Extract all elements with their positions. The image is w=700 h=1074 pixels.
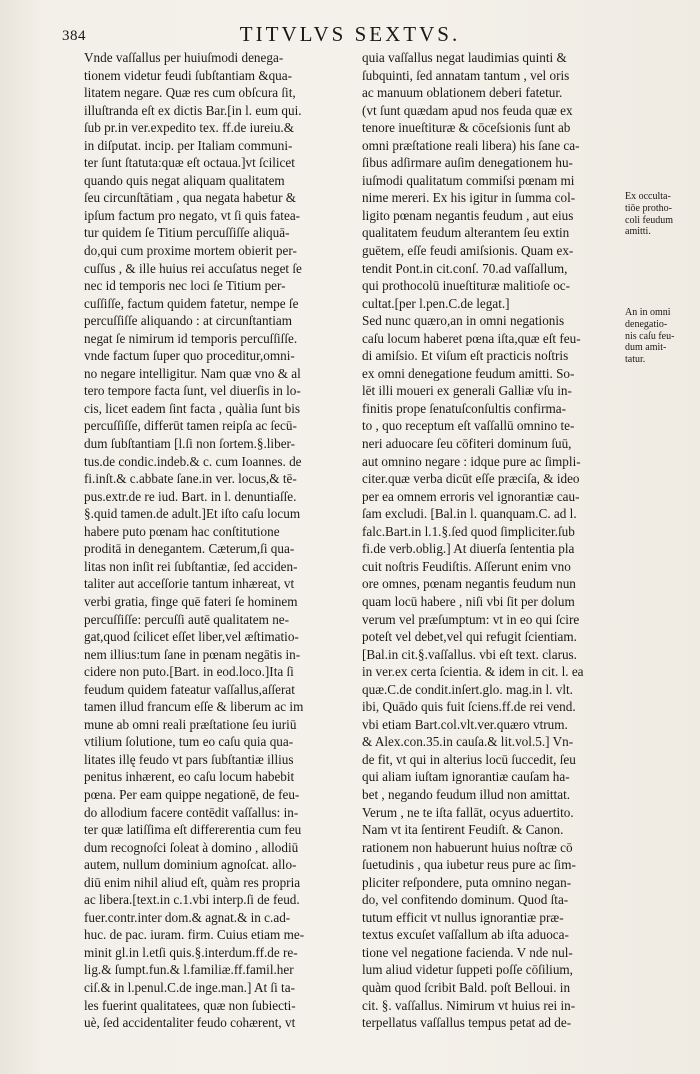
text-line: ciſ.& in l.penul.C.de inge.man.] At ſi ta-	[84, 979, 295, 995]
text-line: percuſſiſſe: percuſſi autē qualitatem ne-	[84, 611, 290, 627]
text-line: per ea omnem erroris vel ignorantiæ cau-	[362, 488, 580, 504]
marginal-note-line: denegatio-	[625, 318, 668, 330]
text-line: ſibus adſirmare auſim denegationem hu-	[362, 155, 573, 171]
text-line: tero tempore facta ſunt, vel diuerſis in lo-	[84, 383, 301, 399]
text-line: huc. de pac. iuram. firm. Cuius etiam me-	[84, 927, 305, 943]
text-line: falc.Bart.in l.1.§.ſed quod ſimpliciter.ſub	[362, 523, 575, 539]
text-line: dum ſubſtantiam [l.ſi non ſortem.§.liber-	[84, 436, 296, 452]
text-line: pœna. Per eam quippe negationē, de feu-	[84, 786, 300, 802]
text-line: guētem, eſſe feudi amiſsionis. Quam ex-	[362, 243, 574, 259]
text-line: ſam excludi. [Bal.in l. quanquam.C. ad l.	[362, 506, 577, 522]
text-line: quàm quod ſcribit Bald. poſt Belloui. in	[362, 979, 571, 995]
text-line: do allodium facere contēdit vaſſallus: in-	[84, 804, 299, 820]
text-line: taliter aut acceſſorie tantum inhæreat, vt	[84, 576, 295, 592]
text-line: Sed nunc quæro,an in omni negationis	[362, 313, 565, 329]
marginal-note-line: nis caſu feu-	[625, 330, 675, 342]
marginal-note-an-in-omni	[625, 307, 697, 366]
text-line: qui prothocolū inueſtituræ malitioſe oc-	[362, 278, 571, 294]
marginal-note-line: An in omni	[625, 307, 671, 318]
text-line: litatem negare. Quæ res cum obſcura ſit,	[84, 85, 296, 101]
text-line: cuſſiſſe, factum quidem fatetur, nempe ſe	[84, 295, 299, 311]
text-line: (vt ſunt quædam apud nos feuda quæ ex	[362, 102, 573, 118]
text-line: cis, licet eadem ſint facta , quàlia ſunt bis	[84, 400, 301, 416]
text-line: dum recognoſci ſoleat à domino , allodiū	[84, 839, 299, 855]
text-line: gat,quod ſcilicet eſſet liber,vel æſtimatio-	[84, 629, 299, 645]
text-line: percuſſiſſe aliquando : at circunſtantiam	[84, 313, 292, 329]
marginal-note-line: amitti.	[625, 226, 651, 238]
text-line: autem, nullum dominium agnoſcat. allo-	[84, 857, 297, 873]
text-line: ter quæ latiſſima eſt differerentia cum feu	[84, 822, 302, 838]
text-line: tenore inueſtituræ & cōceſsionis ſunt ab	[362, 120, 571, 136]
text-line: minit gl.in l.etſi quis.§.interdum.ff.de re-	[84, 944, 298, 960]
text-line: Vnde vaſſallus per huiuſmodi denega-	[84, 50, 284, 65]
text-line: mune ab omni reali præſtatione ſeu iuriū	[84, 716, 297, 732]
text-line: proditā in denegantem. Cæterum,ſi qua-	[84, 541, 295, 557]
text-line: tendit Pont.in cit.conſ. 70.ad vaſſallum,	[362, 260, 568, 276]
text-line: in ver.ex certa ſcientia. & idem in cit. l. ea	[362, 664, 584, 680]
text-line: do,qui cum proxime mortem obierit per-	[84, 243, 297, 259]
text-line: uè, ſed accidentaliter feudo cohærent, vt	[84, 1015, 296, 1031]
text-line: ſuetudinis , qua iubetur reus pure ac ſim-	[362, 857, 576, 873]
text-line: quando quis negat aliquam qualitatem	[84, 172, 285, 188]
text-line: tur quidem ſe Titium percuſſiſſe aliquā-	[84, 225, 290, 241]
text-line: negat ſe nimirum id temporis percuſſiſſe.	[84, 330, 298, 346]
marginal-note-line: coli feudum	[625, 214, 674, 226]
text-line: ibi, Quādo quis fuit ſciens.ff.de rei vend.	[362, 699, 576, 715]
text-line: §.quid tamen.de adult.]Et iſto caſu locum	[84, 506, 301, 522]
text-line: ſeu circunſtātiam , qua negata habetur &	[84, 190, 297, 206]
text-line: omni præſtatione reali libera) his ſane ca-	[362, 137, 580, 153]
text-line: feudum quidem fateatur vaſſallus,aſſerat	[84, 681, 295, 697]
text-line: vbi etiam Bart.col.vlt.ver.quæro vtrum.	[362, 716, 568, 732]
text-line: pus.extr.de re iud. Bart. in l. denuntiaſſe.	[84, 488, 297, 504]
text-line: fi.inſt.& c.abbate ſane.in ver. locus,& tē-	[84, 471, 297, 487]
text-line: pliciter reſpondere, puta omnino negan-	[362, 874, 572, 890]
text-line: poteſt vel debet,vel qui refugit ſcientiam.	[362, 629, 577, 645]
text-line: nime mereri. Ex his igitur in ſumma col-	[362, 190, 576, 206]
text-line: [Bal.in cit.§.vaſſallus. vbi eſt text. clarus.	[362, 646, 577, 662]
text-line: penitus inhærent, eo caſu locum habebit	[84, 769, 295, 785]
marginal-note-line: dum amit-	[625, 342, 667, 354]
marginal-note-line: tatur.	[625, 354, 646, 366]
text-line: ter ſunt ſtatuta:quæ eſt octaua.]vt ſcilicet	[84, 155, 295, 171]
text-line: nem illius:tum ſane in pœnam negātis in-	[84, 646, 301, 662]
text-line: litas non inſit rei ſubſtantiæ, ſed acciden-	[84, 558, 298, 574]
text-line: ex omni denegatione feudum amitti. So-	[362, 365, 575, 381]
text-line: tus.de condic.indeb.& c. cum Ioannes. de	[84, 453, 302, 469]
text-line: no negare intelligitur. Nam quæ vno & al	[84, 365, 301, 381]
text-line: percuſſiſſe, differūt tamen reipſa ac ſecū-	[84, 418, 297, 434]
text-line: nec id temporis nec loci ſe Titium per-	[84, 278, 286, 294]
text-line: diū enim nihil aliud eſt, quàm res propria	[84, 874, 301, 890]
text-line: lum aliud videtur ſuppeti poſſe cōſilium,	[362, 962, 573, 978]
text-line: quia vaſſallus negat laudimias quinti &	[362, 50, 567, 65]
text-line: citer.quæ verba dicūt eſſe præciſa, & ideo	[362, 471, 580, 487]
left-text-column	[84, 49, 342, 1032]
text-line: vnde factum ſuper quo proceditur,omni-	[84, 348, 295, 364]
text-line: verbi gratia, finge quē fateri ſe hominem	[84, 593, 298, 609]
text-line: lēt illi moueri ex generali Galliæ vſu in-	[362, 383, 572, 399]
text-line: neri aduocare ſeu cōfiteri dominum ſuū,	[362, 436, 572, 452]
text-line: cuit noſtris Feudiſtis. Aſſerunt enim vno	[362, 558, 571, 574]
text-line: vtilium ſolutione, tum eo caſu quia qua-	[84, 734, 294, 750]
text-line: ore omnes, pœnam negantis feudum nun	[362, 576, 576, 592]
marginal-note-line: tiōe protho-	[625, 202, 672, 214]
text-line: textus excuſet vaſſallum ab iſta aduoca-	[362, 927, 569, 943]
text-line: lig.& ſumpt.fun.& l.familiæ.ff.famil.her	[84, 962, 294, 978]
text-line: cultat.[per l.pen.C.de legat.]	[362, 295, 510, 311]
marginal-note-ex-occultatione	[625, 191, 697, 238]
text-line: tamen illud francum eſſe & liberum ac im	[84, 699, 304, 715]
text-line: Verum , ne te iſta fallāt, ocyus aduertito.	[362, 804, 574, 820]
right-text-column	[362, 49, 618, 1032]
text-line: rationem non habuerunt huius noſtræ cō	[362, 839, 573, 855]
page-number: 384	[62, 28, 86, 44]
text-line: fi.de verb.oblig.] At diuerſa ſententia pla	[362, 541, 575, 557]
text-line: litates illę feudo vt pars ſubſtantiæ illius	[84, 751, 294, 767]
text-line: & Alex.con.35.in cauſa.& lit.vol.5.] Vn-	[362, 734, 574, 750]
text-line: finitis prope ſenatuſconſultis confirma-	[362, 400, 566, 416]
text-line: cidere non puto.[Bart. in eod.loco.]Ita ſi	[84, 664, 294, 680]
text-line: iuſmodi qualitatum commiſsi pœnam mi	[362, 172, 575, 188]
page-header	[0, 22, 700, 48]
marginal-note-line: Ex occulta-	[625, 191, 671, 202]
text-line: qui aliam iuſtam ignorantiæ cauſam ha-	[362, 769, 570, 785]
text-line: tione vel negatione facienda. V nde nul-	[362, 944, 573, 960]
text-line: quæ.C.de condit.inſert.glo. mag.in l. vlt.	[362, 681, 573, 697]
text-line: in diſputat. incip. per Italiam communi-	[84, 137, 293, 153]
text-line: tutum efficit vt nullus ignorantiæ præ-	[362, 909, 564, 925]
text-line: cit. §. vaſſallus. Nimirum vt huius rei in-	[362, 997, 576, 1013]
text-line: Nam vt ita ſentirent Feudiſt. & Canon.	[362, 822, 564, 838]
text-line: caſu locum haberet pœna iſta,quæ eſt feu-	[362, 330, 581, 346]
text-line: ipſum factum pro negato, vt ſi quis fatea-	[84, 207, 301, 223]
text-line: habere puto pœnam hac conſtitutione	[84, 523, 280, 539]
text-line: ac manuum oblationem deberi fatetur.	[362, 85, 563, 101]
text-line: terpellatus vaſſallus tempus petat ad de-	[362, 1015, 572, 1031]
text-line: ſubquinti, ſed annatam tantum , vel oris	[362, 67, 570, 83]
text-line: to , quo receptum eſt vaſſallū omnino te-	[362, 418, 575, 434]
text-line: verum vel præſumptum: vt in eo qui ſcire	[362, 611, 580, 627]
text-line: illuſtranda eſt ex dictis Bar.[in l. eum qui.	[84, 102, 302, 118]
text-line: qualitatem feudum alterantem ſeu extin	[362, 225, 570, 241]
text-line: cuſſus , & ille huius rei accuſatus neget ſe	[84, 260, 302, 276]
text-line: de fit, vt qui in alterius locū ſuccedit, ſeu	[362, 751, 576, 767]
text-line: di amiſsio. Et viſum eſt practicis noſtris	[362, 348, 569, 364]
text-line: quam locū habere , niſi vbi ſit per dolum	[362, 593, 575, 609]
text-line: ligito pœnam negantis feudum , aut eius	[362, 207, 574, 223]
text-line: bet , negando feudum illud non amittat.	[362, 786, 571, 802]
text-line: do, vel confitendo dominum. Quod ſta-	[362, 892, 569, 908]
running-title: TITVLVS SEXTVS.	[239, 22, 461, 46]
text-line: les fuerint qualitatees, quæ non ſubiecti-	[84, 997, 296, 1013]
text-line: ac libera.[text.in c.1.vbi interp.ſi de feud.	[84, 892, 300, 908]
text-line: aut omnino negare : idque pure ac ſimpli-	[362, 453, 581, 469]
text-line: fuer.contr.inter dom.& agnat.& in c.ad-	[84, 909, 291, 925]
text-line: ſub pr.in ver.expedito tex. ff.de iureiu.&	[84, 120, 294, 136]
text-line: tionem videtur feudi ſubſtantiam &qua-	[84, 67, 293, 83]
